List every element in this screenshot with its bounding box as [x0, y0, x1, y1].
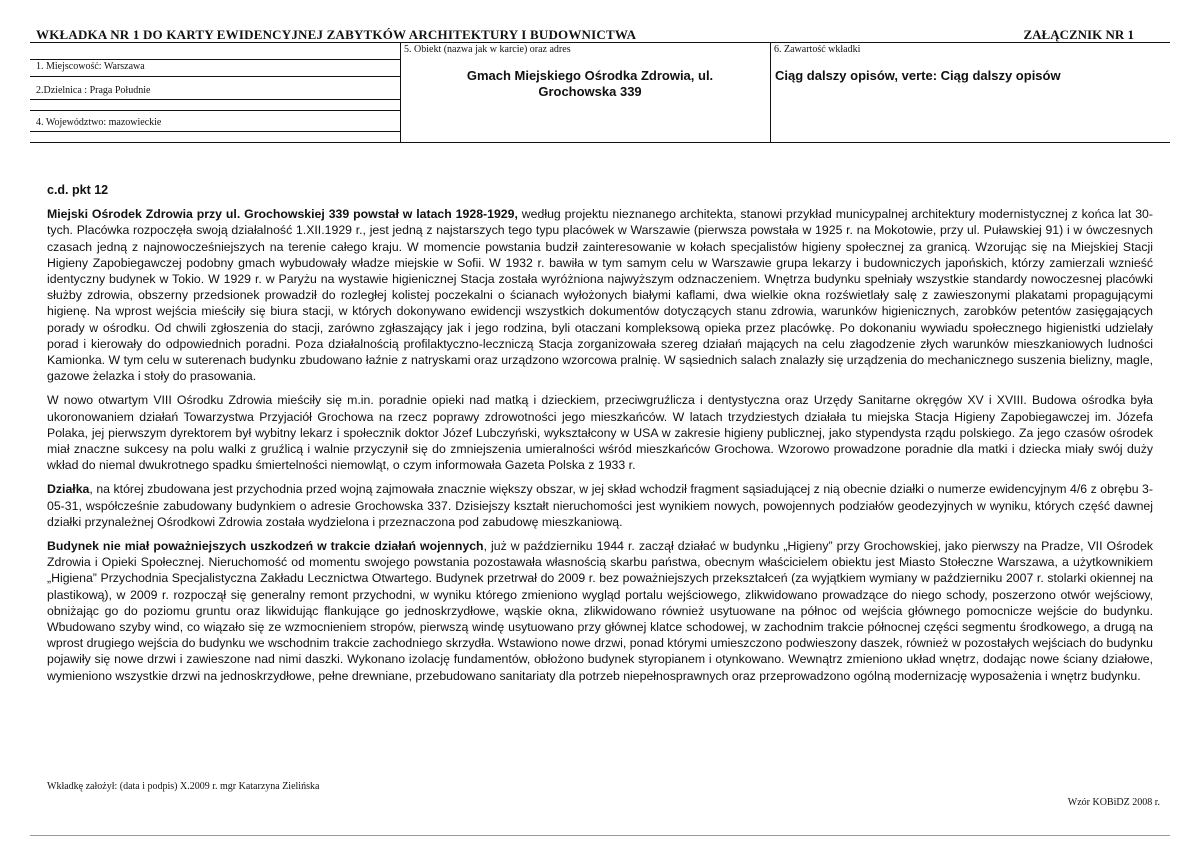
prepared-by: Wkładkę założył: (data i podpis) X.2009 r. mgr Katarzyna Zielińska — [47, 781, 320, 792]
section-label: c.d. pkt 12 — [47, 183, 109, 197]
paragraph-text: W nowo otwartym VIII Ośrodku Zdrowia mieściły się m.in. poradnie opieki nad matką i dzieckiem, przeciwgruźlicza i dentystyczna oraz Urzędy Sanitarne okręgów XV i XVIII. Budowa ośrodka była ukoronowaniem działań Towarzystwa Przyjaciół Grochowa na rzecz poprawy zdrowotności jego mieszkańców. W latach trzydziestych działała tu miejska Stacja Higieny Zapobiegawczej im. Józefa Polaka, jej pierwszym dyrektorem był wybitny lekarz i społecznik doktor Józef Lubczyński, wykształcony w USA w zakresie higieny publicznej, jako stypendysta rządu polskiego. Za jego czasów ośrodek miał znaczne sukcesy na polu walki z gruźlicą i walnie przyczynił się do zmniejszenia umieralności wśród mieszkańców Grochowa. Wzorowo prowadzone poradnie dla matki i dziecka miały swój duży wkład do niemal dwukrotnego spadku śmiertelności niemowląt, o czym informowała Gazeta Polska z 1933 r. — [47, 393, 1153, 473]
field-contents-value: Ciąg dalszy opisów, verte: Ciąg dalszy opisów — [775, 68, 1061, 83]
field-voivodeship: 4. Województwo: mazowieckie — [36, 117, 162, 128]
paragraph-lead: Budynek nie miał poważniejszych uszkodzeń w trakcie działań wojennych — [47, 539, 484, 554]
template-version: Wzór KOBiDZ 2008 r. — [1067, 797, 1160, 808]
object-name-line2: Grochowska 339 — [538, 84, 642, 99]
paragraph-text: według projektu nieznanego architekta, stanowi przykład municypalnej architektury modernistycznej z końca lat 30-tych. Placówka rozpoczęła swoją działalność 1.XII.1929 r., jest jedną z najstarszych tego typu placówek w Warszawie (pierwsza powstała w 1925 r. na Mokotowie, przy ul. Puławskiej 91) i w ówczesnych czasach jedną z najnowocześniejszych na terenie całego kraju. W momencie powstania budził zainteresowanie w kołach specjalistów higieny społecznej za granicą. Wzorując się na Miejskiej Stacji Higieny Zapobiegawczej podobny gmach wybudowały władze miejskie w Sofii. W 1932 r. bawiła w tym samym celu w Warszawie grupa lekarzy i budowniczych japońskich, którzy zamierzali wznieść identyczny budynek w Tokio. W 1929 r. w Paryżu na wystawie higienicznej Stacja została wyróżniona najwyższym odznaczeniem. Wnętrza budynku spełniały wszystkie standardy nowoczesnej placówki służby zdrowia, obszerny przedsionek prowadził do rozległej kolistej poczekalni o ścianach wyłożonych białymi kaflami, dwa wielkie okna rozświetlały salę z zawieszonymi plakatami propagującymi higienę. Na wprost wejścia mieściły się biura stacji, w których dokonywano ewidencji wszystkich dokumentów dotyczących stanu zdrowia, warunków higienicznych, zarobków petentów zasięgających porady w ośrodku. Od chwili zgłoszenia do stacji, zarówno zgłaszający jak i jego rodzina, byli otaczani kompleksową opieka przez placówkę. Po dokonaniu wywiadu społecznego higienistki udzielały porad i kierowały do odpowiednich poradni. Poza działalnością profilaktyczno-leczniczą Stacja zorganizowała szereg działań mających na celu złagodzenie złych warunków mieszkaniowych ludności Kamionka. W tym celu w suterenach budynku zbudowano łaźnie z natryskami oraz urządzono wzorcowa pralnię. W sąsiednich salach znalazły się urządzenia do mechanicznego suszenia bielizny, magle, gazowe żelazka i stoły do prasowania. — [47, 207, 1153, 384]
paragraph-text: , na której zbudowana jest przychodnia przed wojną zajmowała znacznie większy obszar, w jej skład wchodził fragment sąsiadującej z nią obecnie działki o numerze ewidencyjnym 4/6 z obrębu 3-05-31, współcześnie zabudowany budynkiem o adresie Grochowska 337. Dzisiejszy kształt nieruchomości jest wynikiem nowych, powojennych podziałów geodezyjnych w wyniku, których część dawnej działki przynależnej Ośrodkowi Zdrowia została wydzielona i przeznaczona pod zabudowę mieszkaniową. — [47, 482, 1153, 529]
paragraph-lead: Miejski Ośrodek Zdrowia przy ul. Grochowskiej 339 powstał w latach 1928-1929, — [47, 207, 518, 222]
paragraph-functions — [47, 392, 1153, 473]
divider — [30, 131, 400, 132]
description-body — [47, 182, 1153, 692]
field-locality: 1. Miejscowość: Warszawa — [36, 61, 145, 72]
divider — [770, 43, 771, 143]
paragraph-text: , już w październiku 1944 r. zaczął działać w budynku „Higieny” przy Grochowskiej, jako pierwszy na Pradze, VII Ośrodek Zdrowia i Opieki Społecznej. Nieruchomość od momentu swojego powstania pozostawała własnością skarbu państwa, obecnym właścicielem obiektu jest Miasto Stołeczne Warszawa, a użytkownikiem „Higiena” Przychodnia Specjalistyczna Zakładu Lecznictwa Otwartego. Budynek przetrwał do 2009 r. bez poważniejszych przekształceń (za wyjątkiem wymiany w październiku 2007 r. stolarki okiennej na plastikową), w 2009 r. rozpoczął się generalny remont przychodni, w wyniku którego zmieniono wygląd portalu wejściowego, zlikwidowano prowadzące do niego schody, poszerzono otwór wejściowy, obniżając go do poziomu gruntu oraz likwidując flankujące go jednoskrzydłowe, wąskie okna, zlikwidowano również usytuowane na północ od wejścia głównego pomocnicze wejście do budynku. Wbudowano szyby wind, co wiązało się ze wzmocnieniem stropów, pierwszą windę usytuowano przy głównej klatce schodowej, w zachodnim trakcie północnej części segmentu środkowego, a drugą na wprost drugiego wejścia do budynku we wschodnim trakcie zachodniego skrzydła. Wstawiono nowe drzwi, ponad którymi umieszczono podwieszony daszek, również w pozostałych wejściach do budynku pojawiły się nowe drzwi i zawieszone nad nimi daszki. Wykonano izolację fundamentów, obłożono budynek styropianem i otynkowano. Wewnątrz zmieniono układ wnętrz, dodając nowe ściany działowe, wymieniono wszystkie drzwi na jednoskrzydłowe, pełne drewniane, przebudowano sanitariaty dla potrzeb niepełnosprawnych oraz przeprowadzono ogólną modernizację wyposażenia i wnętrz budynku. — [47, 539, 1153, 683]
divider — [30, 142, 1170, 143]
divider — [30, 110, 400, 111]
field-object-label: 5. Obiekt (nazwa jak w karcie) oraz adres — [404, 44, 571, 55]
bottom-rule — [30, 835, 1170, 836]
divider — [400, 43, 401, 143]
divider — [30, 99, 400, 100]
paragraph-plot — [47, 481, 1153, 530]
form-header-box — [30, 43, 1170, 143]
divider — [30, 59, 400, 60]
paragraph-history — [47, 206, 1153, 384]
field-contents-label: 6. Zawartość wkładki — [774, 44, 861, 55]
annex-label: ZAŁĄCZNIK NR 1 — [1023, 27, 1134, 42]
paragraph-lead: Działka — [47, 482, 90, 497]
divider — [30, 76, 400, 77]
field-district: 2.Dzielnica : Praga Południe — [36, 85, 151, 96]
document-title: WKŁADKA NR 1 DO KARTY EWIDENCYJNEJ ZABYTKÓW ARCHITEKTURY I BUDOWNICTWA — [36, 27, 637, 42]
field-object-value — [410, 68, 770, 100]
paragraph-building — [47, 538, 1153, 684]
object-name-line1: Gmach Miejskiego Ośrodka Zdrowia, ul. — [466, 68, 714, 83]
